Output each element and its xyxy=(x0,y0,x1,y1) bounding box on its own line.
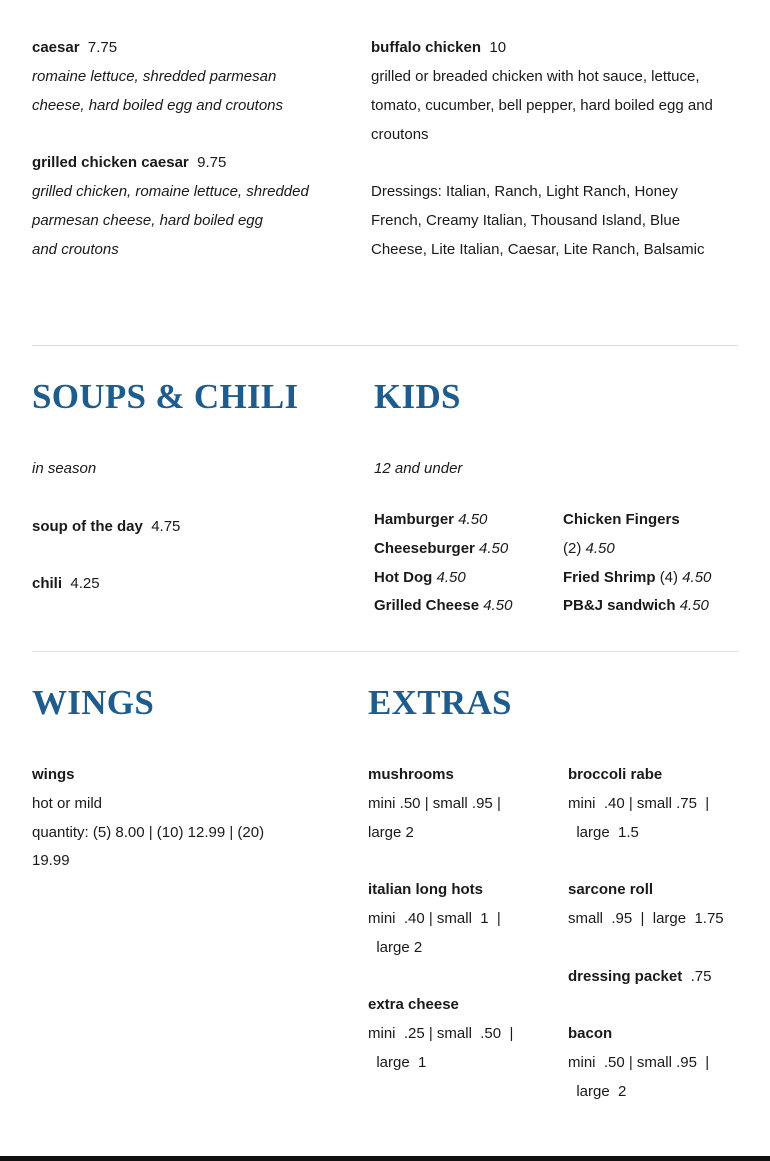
item-price-line: large 2 xyxy=(568,1083,627,1100)
item-description: and croutons xyxy=(32,241,119,258)
item-price-line: mini .25 | small .50 | xyxy=(368,1025,514,1042)
item-name: Fried Shrimp xyxy=(563,569,656,586)
item-name: caesar xyxy=(32,39,80,56)
item-price: 4.50 xyxy=(483,597,513,614)
section-heading-extras: EXTRAS xyxy=(368,683,512,722)
dressings-list: French, Creamy Italian, Thousand Island, Blue xyxy=(371,212,681,229)
item-quantity: (4) xyxy=(659,569,679,586)
item-description: romaine lettuce, shredded parmesan xyxy=(32,68,277,85)
item-price: 4.50 xyxy=(679,597,709,614)
item-grilled-chicken-caesar xyxy=(32,148,226,177)
item-price: 4.75 xyxy=(151,518,181,535)
item-price: 4.25 xyxy=(70,575,100,592)
item-name: grilled chicken caesar xyxy=(32,154,189,171)
item-description: grilled or breaded chicken with hot sauce, lettuce, xyxy=(371,68,700,85)
item-price-line: mini .50 | small .95 | xyxy=(368,795,501,812)
item-description: croutons xyxy=(371,126,429,143)
item-price-line: small .95 | large 1.75 xyxy=(568,910,724,927)
section-heading-kids: KIDS xyxy=(374,377,461,416)
item-name: buffalo chicken xyxy=(371,39,482,56)
dressings-list: Cheese, Lite Italian, Caesar, Lite Ranch, Balsamic xyxy=(371,241,705,258)
item-price-line: mini .40 | small .75 | xyxy=(568,795,710,812)
item-price: 9.75 xyxy=(197,154,227,171)
wings-quantity: 19.99 xyxy=(32,852,70,869)
item-name: dressing packet xyxy=(568,968,683,985)
item-name: broccoli rabe xyxy=(568,766,663,783)
wings-style: hot or mild xyxy=(32,795,103,812)
item-name: italian long hots xyxy=(368,881,483,898)
item-name: sarcone roll xyxy=(568,881,654,898)
item-hamburger xyxy=(374,505,487,534)
item-name: soup of the day xyxy=(32,518,143,535)
item-name: Hot Dog xyxy=(374,569,433,586)
section-divider xyxy=(32,345,738,346)
section-heading-wings: WINGS xyxy=(32,683,155,722)
item-price: 4.50 xyxy=(436,569,466,586)
item-price: 4.50 xyxy=(585,540,615,557)
item-description: grilled chicken, romaine lettuce, shredded xyxy=(32,183,309,200)
item-name: wings xyxy=(32,766,75,783)
section-divider xyxy=(32,651,738,652)
item-caesar xyxy=(32,33,117,62)
item-price: 4.50 xyxy=(458,511,488,528)
item-name: Hamburger xyxy=(374,511,455,528)
item-dressing-packet xyxy=(568,962,711,991)
item-name: extra cheese xyxy=(368,996,459,1013)
item-price-line: large 2 xyxy=(368,939,423,956)
item-buffalo-chicken xyxy=(371,33,506,62)
item-description: cheese, hard boiled egg and croutons xyxy=(32,97,284,114)
dressings-list: Dressings: Italian, Ranch, Light Ranch, Honey xyxy=(371,183,678,200)
item-name: Chicken Fingers xyxy=(563,511,680,528)
section-note: in season xyxy=(32,460,97,477)
item-grilled-cheese xyxy=(374,591,512,620)
item-price: .75 xyxy=(690,968,712,985)
item-soup-of-the-day xyxy=(32,512,180,541)
item-name: chili xyxy=(32,575,63,592)
item-quantity: (2) xyxy=(563,540,582,557)
item-price-line: mini .50 | small .95 | xyxy=(568,1054,710,1071)
item-price: 4.50 xyxy=(682,569,712,586)
item-name: mushrooms xyxy=(368,766,454,783)
item-cheeseburger xyxy=(374,534,508,563)
item-price-line: large 1 xyxy=(368,1054,427,1071)
section-note: 12 and under xyxy=(374,460,463,477)
item-fried-shrimp xyxy=(563,563,711,592)
item-price: 7.75 xyxy=(87,39,118,56)
item-hot-dog xyxy=(374,563,466,592)
item-name: PB&J sandwich xyxy=(563,597,676,614)
item-description: tomato, cucumber, bell pepper, hard boiled egg and xyxy=(371,97,713,114)
item-description: parmesan cheese, hard boiled egg xyxy=(32,212,263,229)
item-name: bacon xyxy=(568,1025,613,1042)
item-price: 10 xyxy=(489,39,507,56)
item-chili xyxy=(32,569,100,598)
item-chicken-fingers-price xyxy=(563,534,615,563)
item-price-line: mini .40 | small 1 | xyxy=(368,910,501,927)
item-name: Cheeseburger xyxy=(374,540,475,557)
item-name: Grilled Cheese xyxy=(374,597,480,614)
footer-bar xyxy=(0,1156,770,1161)
item-pbj-sandwich xyxy=(563,591,709,620)
wings-quantity: quantity: (5) 8.00 | (10) 12.99 | (20) xyxy=(32,824,265,841)
section-heading-soups: SOUPS & CHILI xyxy=(32,377,299,416)
item-price: 4.50 xyxy=(479,540,509,557)
item-price-line: large 2 xyxy=(368,824,414,841)
item-price-line: large 1.5 xyxy=(568,824,639,841)
